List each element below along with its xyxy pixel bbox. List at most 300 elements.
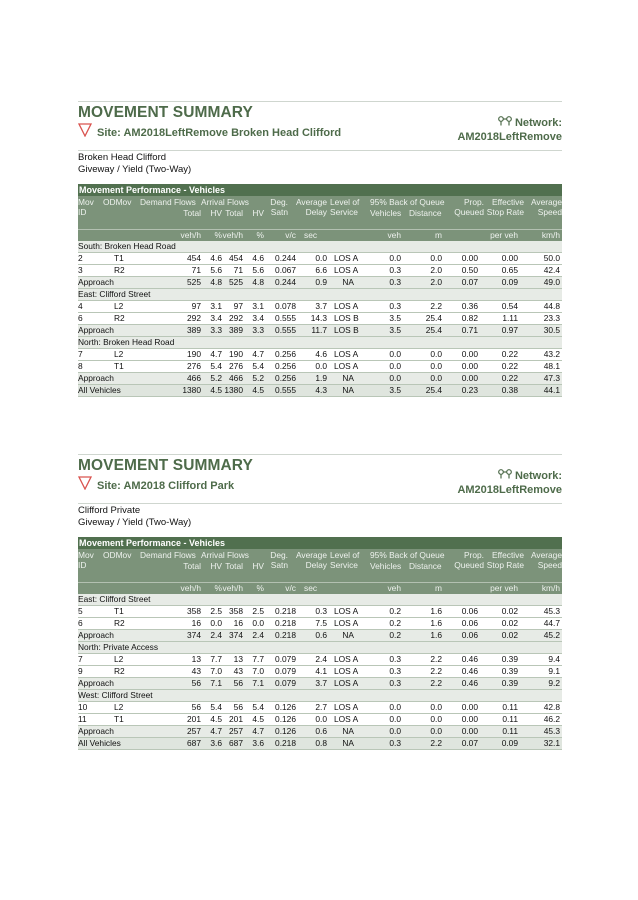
unit-arrival-total: veh/h — [222, 230, 243, 240]
cell-demand-hv: 2.5 — [210, 606, 222, 616]
approach-group-header — [78, 594, 562, 606]
table-title: Movement Performance - Vehicles — [78, 184, 562, 196]
cell-stop-rate: 0.02 — [501, 606, 518, 616]
cell-arrival-total: 292 — [229, 313, 243, 323]
cell-avg-speed: 46.2 — [543, 714, 560, 724]
cell-demand-total: 257 — [187, 726, 201, 736]
cell-prop-queued: 0.00 — [461, 714, 478, 724]
cell-demand-total: 201 — [187, 714, 201, 724]
cell-level-of-service: NA — [342, 630, 354, 640]
approach-group-header — [78, 642, 562, 654]
movement-row — [78, 265, 562, 277]
header-divider — [78, 503, 562, 504]
cell-deg-satn: 0.079 — [275, 666, 296, 676]
unit-m: m — [435, 583, 442, 593]
cell-arrival-total: 687 — [229, 738, 243, 748]
cell-deg-satn: 0.256 — [275, 361, 296, 371]
cell-queue-distance: 0.0 — [430, 373, 442, 383]
movement-performance-table — [78, 184, 562, 397]
cell-deg-satn: 0.126 — [275, 714, 296, 724]
cell-queue-vehicles: 0.3 — [389, 666, 401, 676]
cell-mov-id: 10 — [78, 702, 88, 712]
cell-mov-id: 3 — [78, 265, 83, 275]
cell-arrival-hv: 7.0 — [252, 666, 264, 676]
movement-row — [78, 301, 562, 313]
cell-avg-speed: 47.3 — [543, 373, 560, 383]
unit-demand-total: veh/h — [180, 230, 201, 240]
cell-deg-satn: 0.078 — [275, 301, 296, 311]
cell-avg-delay: 0.9 — [315, 277, 327, 287]
approach-total-row — [78, 277, 562, 289]
cell-stop-rate: 0.00 — [501, 253, 518, 263]
summary-title: MOVEMENT SUMMARY — [78, 457, 253, 474]
cell-level-of-service: NA — [342, 738, 354, 748]
cell-prop-queued: 0.46 — [461, 666, 478, 676]
cell-queue-distance: 25.4 — [425, 325, 442, 335]
cell-mov-id: 7 — [78, 654, 83, 664]
network-label — [457, 116, 562, 144]
site-triangle-icon — [78, 123, 92, 137]
cell-deg-satn: 0.218 — [275, 606, 296, 616]
cell-avg-delay: 0.0 — [315, 361, 327, 371]
cell-queue-vehicles: 0.0 — [389, 349, 401, 359]
cell-deg-satn: 0.555 — [275, 385, 296, 395]
cell-row-label: Approach — [78, 277, 114, 287]
approach-name: East: Clifford Street — [78, 594, 151, 604]
cell-avg-speed: 32.1 — [543, 738, 560, 748]
cell-avg-delay: 0.3 — [315, 606, 327, 616]
cell-queue-distance: 2.2 — [430, 678, 442, 688]
cell-odmov: T1 — [114, 714, 124, 724]
network-prefix: Network: — [514, 117, 562, 129]
cell-avg-delay: 2.4 — [315, 654, 327, 664]
cell-prop-queued: 0.82 — [461, 313, 478, 323]
cell-level-of-service: LOS A — [334, 666, 359, 676]
cell-avg-delay: 14.3 — [310, 313, 327, 323]
approach-name: South: Broken Head Road — [78, 241, 176, 251]
cell-demand-total: 56 — [191, 702, 201, 712]
cell-avg-speed: 23.3 — [543, 313, 560, 323]
cell-prop-queued: 0.00 — [461, 726, 478, 736]
cell-queue-vehicles: 3.5 — [389, 313, 401, 323]
cell-avg-delay: 0.0 — [315, 714, 327, 724]
cell-level-of-service: NA — [342, 277, 354, 287]
table-units-row — [78, 582, 562, 594]
col-mov-id: Mov ID — [78, 197, 94, 217]
cell-stop-rate: 0.11 — [502, 702, 518, 712]
cell-queue-distance: 25.4 — [425, 313, 442, 323]
cell-mov-id: 11 — [78, 714, 87, 724]
col-arrival-hv: HV — [252, 561, 264, 571]
cell-prop-queued: 0.07 — [461, 738, 478, 748]
cell-mov-id: 7 — [78, 349, 83, 359]
cell-demand-hv: 4.8 — [210, 277, 222, 287]
site-row — [78, 117, 562, 148]
cell-avg-delay: 2.7 — [315, 702, 327, 712]
cell-prop-queued: 0.00 — [461, 702, 478, 712]
cell-level-of-service: LOS A — [334, 654, 359, 664]
cell-queue-vehicles: 0.2 — [389, 606, 401, 616]
cell-arrival-hv: 3.6 — [252, 738, 264, 748]
col-arrival-total: Total — [225, 208, 243, 218]
site-name: Site: AM2018 Clifford Park — [97, 480, 235, 492]
cell-queue-distance: 1.6 — [430, 630, 442, 640]
col-group-demand: Demand Flows — [140, 197, 196, 207]
cell-prop-queued: 0.71 — [461, 325, 478, 335]
cell-row-label: All Vehicles — [78, 385, 121, 395]
top-divider — [78, 454, 562, 455]
cell-queue-distance: 0.0 — [430, 714, 442, 724]
cell-prop-queued: 0.06 — [461, 618, 478, 628]
unit-delay: sec — [304, 583, 318, 593]
cell-avg-speed: 42.4 — [543, 265, 560, 275]
cell-demand-total: 374 — [187, 630, 201, 640]
cell-arrival-total: 1380 — [224, 385, 243, 395]
cell-level-of-service: LOS A — [334, 702, 359, 712]
cell-mov-id: 6 — [78, 618, 83, 628]
cell-odmov: T1 — [114, 606, 124, 616]
approach-group-header — [78, 337, 562, 349]
cell-prop-queued: 0.00 — [461, 373, 478, 383]
col-avg-speed: Average Speed — [530, 550, 562, 570]
unit-rate: per veh — [490, 230, 518, 240]
col-level-of-service: Level of Service — [330, 197, 360, 217]
cell-odmov: T1 — [114, 253, 124, 263]
col-odmov: ODMov — [103, 550, 132, 560]
cell-arrival-hv: 2.4 — [252, 630, 264, 640]
cell-prop-queued: 0.50 — [461, 265, 478, 275]
col-deg-satn: Deg. Satn — [270, 550, 288, 570]
cell-level-of-service: LOS A — [334, 301, 359, 311]
cell-stop-rate: 0.38 — [501, 385, 518, 395]
cell-stop-rate: 0.22 — [501, 361, 518, 371]
cell-deg-satn: 0.256 — [275, 373, 296, 383]
movement-row — [78, 606, 562, 618]
unit-veh: veh — [387, 230, 401, 240]
cell-odmov: L2 — [114, 702, 124, 712]
cell-level-of-service: LOS B — [334, 313, 359, 323]
unit-demand-total: veh/h — [180, 583, 201, 593]
cell-demand-hv: 7.0 — [210, 666, 222, 676]
cell-arrival-hv: 3.1 — [252, 301, 264, 311]
cell-deg-satn: 0.256 — [275, 349, 296, 359]
cell-deg-satn: 0.067 — [275, 265, 296, 275]
col-group-queue: 95% Back of Queue — [370, 550, 445, 560]
cell-demand-total: 16 — [191, 618, 201, 628]
cell-stop-rate: 0.39 — [501, 654, 518, 664]
site-name: Site: AM2018LeftRemove Broken Head Clifford — [97, 127, 342, 139]
cell-arrival-hv: 4.8 — [252, 277, 264, 287]
cell-demand-total: 358 — [187, 606, 201, 616]
cell-queue-distance: 1.6 — [430, 606, 442, 616]
cell-level-of-service: LOS A — [334, 678, 359, 688]
cell-arrival-total: 257 — [229, 726, 243, 736]
site-info — [78, 152, 562, 175]
cell-demand-total: 525 — [187, 277, 201, 287]
cell-mov-id: 6 — [78, 313, 83, 323]
header-divider — [78, 150, 562, 151]
unit-rate: per veh — [490, 583, 518, 593]
movement-performance-table — [78, 537, 562, 750]
cell-avg-delay: 3.7 — [315, 301, 327, 311]
cell-level-of-service: LOS B — [334, 325, 359, 335]
cell-prop-queued: 0.36 — [461, 301, 478, 311]
cell-arrival-total: 358 — [229, 606, 243, 616]
cell-arrival-total: 374 — [229, 630, 243, 640]
cell-demand-hv: 3.4 — [210, 313, 222, 323]
cell-demand-total: 71 — [191, 265, 201, 275]
cell-prop-queued: 0.00 — [461, 349, 478, 359]
cell-queue-vehicles: 0.3 — [389, 738, 401, 748]
cell-arrival-hv: 7.7 — [252, 654, 264, 664]
cell-level-of-service: LOS A — [334, 349, 359, 359]
unit-demand-hv: % — [214, 583, 222, 593]
cell-avg-delay: 6.6 — [315, 265, 327, 275]
cell-arrival-total: 97 — [233, 301, 243, 311]
cell-demand-total: 292 — [187, 313, 201, 323]
col-prop-queued: Prop. Queued — [454, 197, 484, 217]
cell-deg-satn: 0.079 — [275, 654, 296, 664]
network-line — [457, 469, 562, 483]
cell-queue-vehicles: 0.3 — [389, 265, 401, 275]
cell-odmov: R2 — [114, 265, 125, 275]
cell-demand-hv: 0.0 — [210, 618, 222, 628]
cell-avg-delay: 0.0 — [315, 253, 327, 263]
cell-avg-delay: 4.3 — [315, 385, 327, 395]
cell-row-label: Approach — [78, 630, 114, 640]
cell-demand-hv: 4.6 — [210, 253, 222, 263]
table-header — [78, 196, 562, 229]
cell-demand-total: 276 — [187, 361, 201, 371]
cell-demand-total: 466 — [187, 373, 201, 383]
cell-avg-speed: 42.8 — [543, 702, 560, 712]
col-avg-delay: Average Delay — [295, 550, 327, 570]
network-name: AM2018LeftRemove — [457, 484, 562, 496]
cell-queue-distance: 0.0 — [430, 253, 442, 263]
cell-demand-hv: 3.3 — [210, 325, 222, 335]
cell-avg-speed: 9.2 — [548, 678, 560, 688]
cell-stop-rate: 1.11 — [502, 313, 518, 323]
col-prop-queued: Prop. Queued — [454, 550, 484, 570]
unit-speed: km/h — [541, 230, 560, 240]
cell-stop-rate: 0.11 — [502, 726, 518, 736]
cell-prop-queued: 0.00 — [461, 361, 478, 371]
cell-avg-delay: 4.6 — [315, 349, 327, 359]
col-odmov: ODMov — [103, 197, 132, 207]
cell-level-of-service: LOS A — [334, 361, 359, 371]
cell-mov-id: 9 — [78, 666, 83, 676]
cell-stop-rate: 0.22 — [501, 349, 518, 359]
approach-total-row — [78, 630, 562, 642]
cell-demand-hv: 5.4 — [210, 361, 222, 371]
cell-arrival-hv: 4.6 — [252, 253, 264, 263]
movement-row — [78, 702, 562, 714]
cell-avg-speed: 50.0 — [543, 253, 560, 263]
cell-stop-rate: 0.39 — [501, 666, 518, 676]
cell-arrival-total: 43 — [233, 666, 243, 676]
cell-arrival-hv: 5.6 — [252, 265, 264, 275]
col-vehicles: Vehicles — [370, 561, 402, 571]
cell-queue-distance: 2.2 — [430, 301, 442, 311]
cell-stop-rate: 0.39 — [501, 678, 518, 688]
cell-arrival-hv: 5.2 — [252, 373, 264, 383]
movement-row — [78, 714, 562, 726]
approach-name: West: Clifford Street — [78, 690, 153, 700]
col-level-of-service: Level of Service — [330, 550, 360, 570]
cell-arrival-hv: 2.5 — [252, 606, 264, 616]
location-name: Broken Head Clifford — [78, 152, 167, 163]
cell-odmov: R2 — [114, 666, 125, 676]
cell-queue-vehicles: 0.0 — [389, 726, 401, 736]
cell-queue-distance: 2.2 — [430, 738, 442, 748]
col-group-arrival: Arrival Flows — [201, 197, 249, 207]
network-line — [457, 116, 562, 130]
cell-deg-satn: 0.244 — [275, 253, 296, 263]
approach-total-row — [78, 325, 562, 337]
approach-group-header — [78, 241, 562, 253]
cell-avg-speed: 45.3 — [543, 726, 560, 736]
approach-group-header — [78, 289, 562, 301]
control-type: Giveway / Yield (Two-Way) — [78, 516, 192, 528]
col-effective-stop-rate: Effective Stop Rate — [486, 550, 524, 570]
cell-odmov: R2 — [114, 618, 125, 628]
approach-group-header — [78, 690, 562, 702]
cell-avg-speed: 43.2 — [543, 349, 560, 359]
cell-prop-queued: 0.06 — [461, 630, 478, 640]
site-info — [78, 505, 562, 528]
cell-queue-vehicles: 0.3 — [389, 678, 401, 688]
cell-level-of-service: LOS A — [334, 618, 359, 628]
cell-queue-vehicles: 0.0 — [389, 253, 401, 263]
cell-avg-delay: 3.7 — [315, 678, 327, 688]
cell-demand-hv: 3.1 — [210, 301, 222, 311]
cell-queue-distance: 1.6 — [430, 618, 442, 628]
movement-row — [78, 349, 562, 361]
cell-odmov: L2 — [114, 301, 124, 311]
cell-arrival-hv: 3.4 — [252, 313, 264, 323]
network-name: AM2018LeftRemove — [457, 131, 562, 143]
cell-prop-queued: 0.00 — [461, 253, 478, 263]
cell-arrival-total: 525 — [229, 277, 243, 287]
cell-avg-delay: 4.1 — [315, 666, 327, 676]
unit-arrival-hv: % — [256, 230, 264, 240]
cell-prop-queued: 0.46 — [461, 678, 478, 688]
cell-avg-delay: 1.9 — [315, 373, 327, 383]
cell-queue-distance: 2.0 — [430, 277, 442, 287]
cell-odmov: T1 — [114, 361, 124, 371]
cell-demand-total: 97 — [191, 301, 201, 311]
cell-arrival-hv: 4.5 — [252, 385, 264, 395]
cell-demand-hv: 5.6 — [210, 265, 222, 275]
col-effective-stop-rate: Effective Stop Rate — [486, 197, 524, 217]
cell-deg-satn: 0.218 — [275, 618, 296, 628]
cell-avg-speed: 44.8 — [543, 301, 560, 311]
cell-demand-hv: 4.7 — [210, 349, 222, 359]
cell-queue-distance: 2.2 — [430, 666, 442, 676]
unit-delay: sec — [304, 230, 318, 240]
unit-speed: km/h — [541, 583, 560, 593]
cell-prop-queued: 0.23 — [461, 385, 478, 395]
approach-name: East: Clifford Street — [78, 289, 151, 299]
cell-stop-rate: 0.02 — [501, 618, 518, 628]
cell-arrival-total: 454 — [229, 253, 243, 263]
cell-stop-rate: 0.09 — [501, 277, 518, 287]
cell-avg-delay: 0.6 — [315, 630, 327, 640]
cell-level-of-service: LOS A — [334, 253, 359, 263]
cell-avg-delay: 7.5 — [315, 618, 327, 628]
top-divider — [78, 101, 562, 102]
col-group-arrival: Arrival Flows — [201, 550, 249, 560]
cell-prop-queued: 0.07 — [461, 277, 478, 287]
cell-deg-satn: 0.079 — [275, 678, 296, 688]
cell-level-of-service: LOS A — [334, 265, 359, 275]
cell-arrival-hv: 4.7 — [252, 726, 264, 736]
cell-queue-distance: 0.0 — [430, 702, 442, 712]
cell-avg-delay: 0.8 — [315, 738, 327, 748]
movement-row — [78, 253, 562, 265]
cell-demand-total: 1380 — [182, 385, 201, 395]
cell-level-of-service: NA — [342, 726, 354, 736]
cell-mov-id: 4 — [78, 301, 83, 311]
cell-demand-hv: 7.1 — [210, 678, 222, 688]
movement-row — [78, 313, 562, 325]
movement-summary-section — [78, 454, 562, 750]
cell-arrival-hv: 7.1 — [252, 678, 264, 688]
cell-queue-distance: 0.0 — [430, 349, 442, 359]
movement-row — [78, 618, 562, 630]
cell-queue-vehicles: 0.0 — [389, 714, 401, 724]
cell-queue-vehicles: 0.0 — [389, 361, 401, 371]
cell-odmov: L2 — [114, 654, 124, 664]
unit-veh: veh — [387, 583, 401, 593]
cell-avg-speed: 44.1 — [543, 385, 560, 395]
cell-mov-id: 8 — [78, 361, 83, 371]
cell-prop-queued: 0.46 — [461, 654, 478, 664]
col-demand-total: Total — [183, 208, 201, 218]
unit-arrival-hv: % — [256, 583, 264, 593]
control-type: Giveway / Yield (Two-Way) — [78, 163, 192, 175]
cell-deg-satn: 0.555 — [275, 325, 296, 335]
cell-arrival-hv: 3.3 — [252, 325, 264, 335]
network-label — [457, 469, 562, 497]
cell-level-of-service: LOS A — [334, 714, 359, 724]
cell-row-label: Approach — [78, 726, 114, 736]
cell-level-of-service: NA — [342, 373, 354, 383]
cell-stop-rate: 0.09 — [501, 738, 518, 748]
col-arrival-hv: HV — [252, 208, 264, 218]
cell-mov-id: 5 — [78, 606, 83, 616]
cell-arrival-total: 466 — [229, 373, 243, 383]
cell-demand-hv: 2.4 — [210, 630, 222, 640]
cell-queue-vehicles: 0.3 — [389, 301, 401, 311]
cell-arrival-total: 56 — [233, 678, 243, 688]
cell-demand-hv: 4.5 — [210, 385, 222, 395]
location-name: Clifford Private — [78, 505, 141, 516]
cell-deg-satn: 0.244 — [275, 277, 296, 287]
cell-level-of-service: LOS A — [334, 606, 359, 616]
approach-total-row — [78, 726, 562, 738]
cell-queue-distance: 2.2 — [430, 654, 442, 664]
cell-avg-speed: 9.1 — [548, 666, 560, 676]
movement-summary-section — [78, 101, 562, 397]
cell-queue-vehicles: 0.2 — [389, 630, 401, 640]
col-arrival-total: Total — [225, 561, 243, 571]
cell-avg-speed: 49.0 — [543, 277, 560, 287]
unit-deg: v/c — [285, 230, 296, 240]
unit-m: m — [435, 230, 442, 240]
cell-arrival-hv: 4.5 — [252, 714, 264, 724]
cell-queue-vehicles: 3.5 — [389, 325, 401, 335]
